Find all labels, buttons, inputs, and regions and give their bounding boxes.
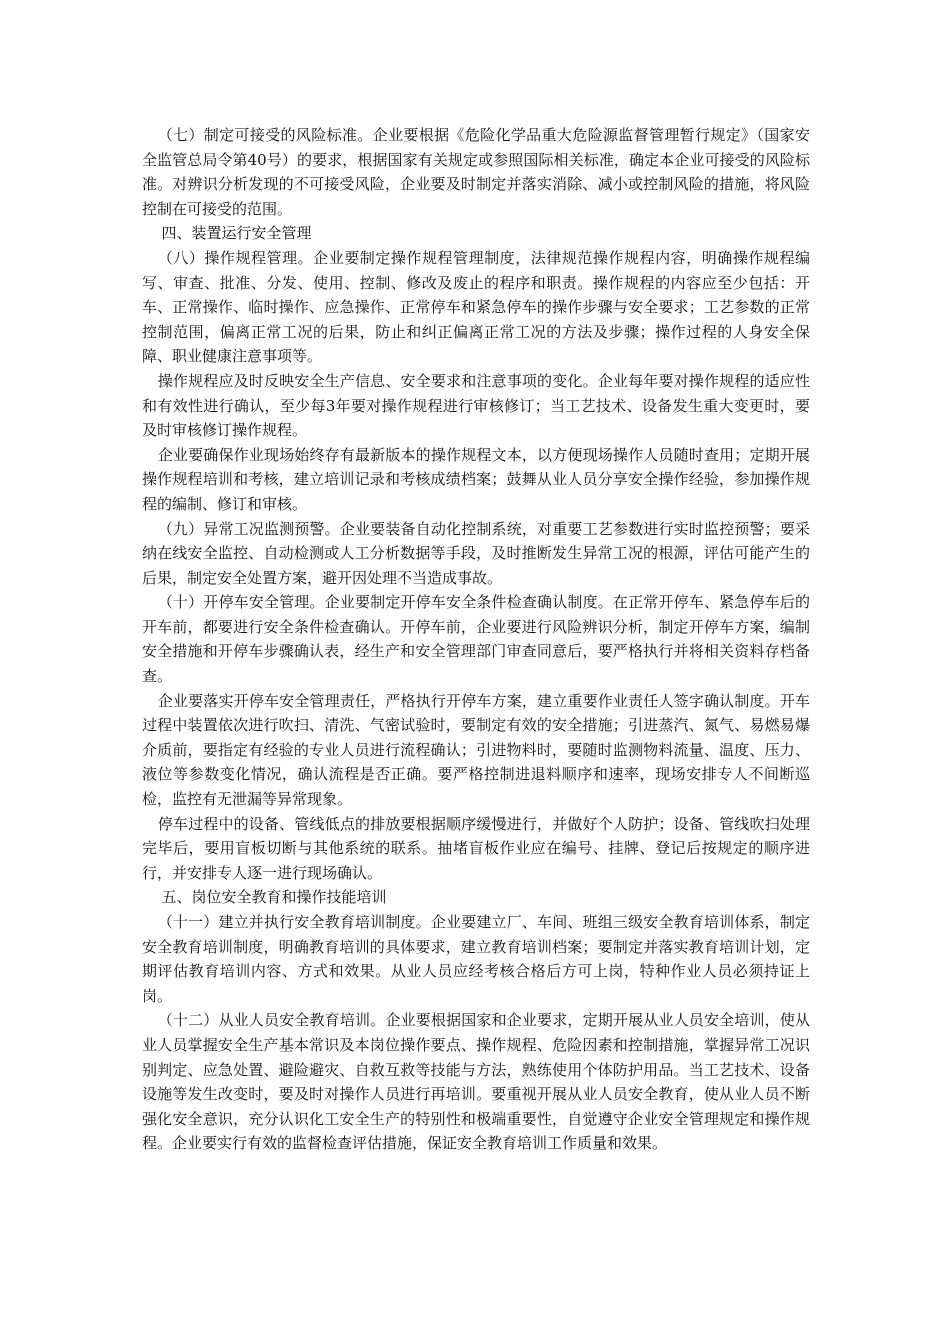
section-heading-4: 四、装置运行安全管理: [161, 224, 312, 243]
paragraph-shutdown-process: 停车过程中的设备、管线低点的排放要根据顺序缓慢进行，并做好个人防护；设备、管线吹扫处理完毕后，要用盲板切断与其他系统的联系。抽堵盲板作业应在编号、挂牌、登记后按规定的顺序进行，并安排专人逐一进行现场确认。: [142, 814, 810, 882]
section-heading-5: 五、岗位安全教育和操作技能培训: [161, 888, 387, 907]
paragraph-procedure-updates: 操作规程应及时反映安全生产信息、安全要求和注意事项的变化。企业每年要对操作规程的适应性和有效性进行确认，至少每3年要对操作规程进行审核修订；当工艺技术、设备发生重大变更时，要及时审核修订操作规程。: [142, 371, 810, 440]
document-page: [142, 123, 810, 1156]
paragraph-7-risk-standard: （七）制定可接受的风险标准。企业要根据《危险化学品重大危险源监督管理暂行规定》（国家安全监管总局令第40号）的要求，根据国家有关规定或参照国际相关标准，确定本企业可接受的风险标准。对辨识分析发现的不可接受风险，企业要及时制定并落实消除、减小或控制风险的措施，将风险控制在可接受的范围。: [142, 126, 810, 218]
paragraph-8-operating-procedures: （八）操作规程管理。企业要制定操作规程管理制度，法律规范操作规程内容，明确操作规程编写、审查、批准、分发、使用、控制、修改及废止的程序和职责。操作规程的内容应至少包括：开车、正常操作、临时操作、应急操作、正常停车和紧急停车的操作步骤与安全要求；工艺参数的正常控制范围，偏离正常工况的后果，防止和纠正偏离正常工况的方法及步骤；操作过程的人身安全保障、职业健康注意事项等。: [142, 248, 810, 366]
paragraph-startup-responsibility: 企业要落实开停车安全管理责任，严格执行开停车方案，建立重要作业责任人签字确认制度。开车过程中装置依次进行吹扫、清洗、气密试验时，要制定有效的安全措施；引进蒸汽、氮气、易燃易爆介质前，要指定有经验的专业人员进行流程确认；引进物料时，要随时监测物料流量、温度、压力、液位等参数变化情况，确认流程是否正确。要严格控制进退料顺序和速率，现场安排专人不间断巡检，监控有无泄漏等异常现象。: [142, 691, 810, 809]
paragraph-9-abnormal-monitoring: （九）异常工况监测预警。企业要装备自动化控制系统，对重要工艺参数进行实时监控预警；要采纳在线安全监控、自动检测或人工分析数据等手段，及时推断发生异常工况的根源，评估可能产生的后果，制定安全处置方案，避开因处理不当造成事故。: [142, 519, 810, 587]
paragraph-10-startup-shutdown: （十）开停车安全管理。企业要制定开停车安全条件检查确认制度。在正常开停车、紧急停车后的开车前，都要进行安全条件检查确认。开停车前，企业要进行风险辨识分析，制定开停车方案，编制安全措施和开停车步骤确认表，经生产和安全管理部门审查同意后，要严格执行并将相关资料存档备查。: [142, 593, 810, 686]
paragraph-procedure-availability: 企业要确保作业现场始终存有最新版本的操作规程文本，以方便现场操作人员随时查用；定期开展操作规程培训和考核，建立培训记录和考核成绩档案；鼓舞从业人员分享安全操作经验，参加操作规程的编制、修订和审核。: [142, 445, 810, 513]
paragraph-12-staff-training: （十二）从业人员安全教育培训。企业要根据国家和企业要求，定期开展从业人员安全培训，使从业人员掌握安全生产基本常识及本岗位操作要点、操作规程、危险因素和控制措施，掌握异常工况识别判定、应急处置、避险避灾、自救互救等技能与方法，熟练使用个体防护用品。当工艺技术、设备设施等发生改变时，要及时对操作人员进行再培训。要重视开展从业人员安全教育，使从业人员不断强化安全意识，充分认识化工安全生产的特别性和极端重要性，自觉遵守企业安全管理规定和操作规程。企业要实行有效的监督检查评估措施，保证安全教育培训工作质量和效果。: [142, 1011, 810, 1153]
paragraph-11-training-system: （十一）建立并执行安全教育培训制度。企业要建立厂、车间、班组三级安全教育培训体系，制定安全教育培训制度，明确教育培训的具体要求，建立教育培训档案；要制定并落实教育培训计划，定期评估教育培训内容、方式和效果。从业人员应经考核合格后方可上岗，特种作业人员必须持证上岗。: [142, 913, 810, 1005]
